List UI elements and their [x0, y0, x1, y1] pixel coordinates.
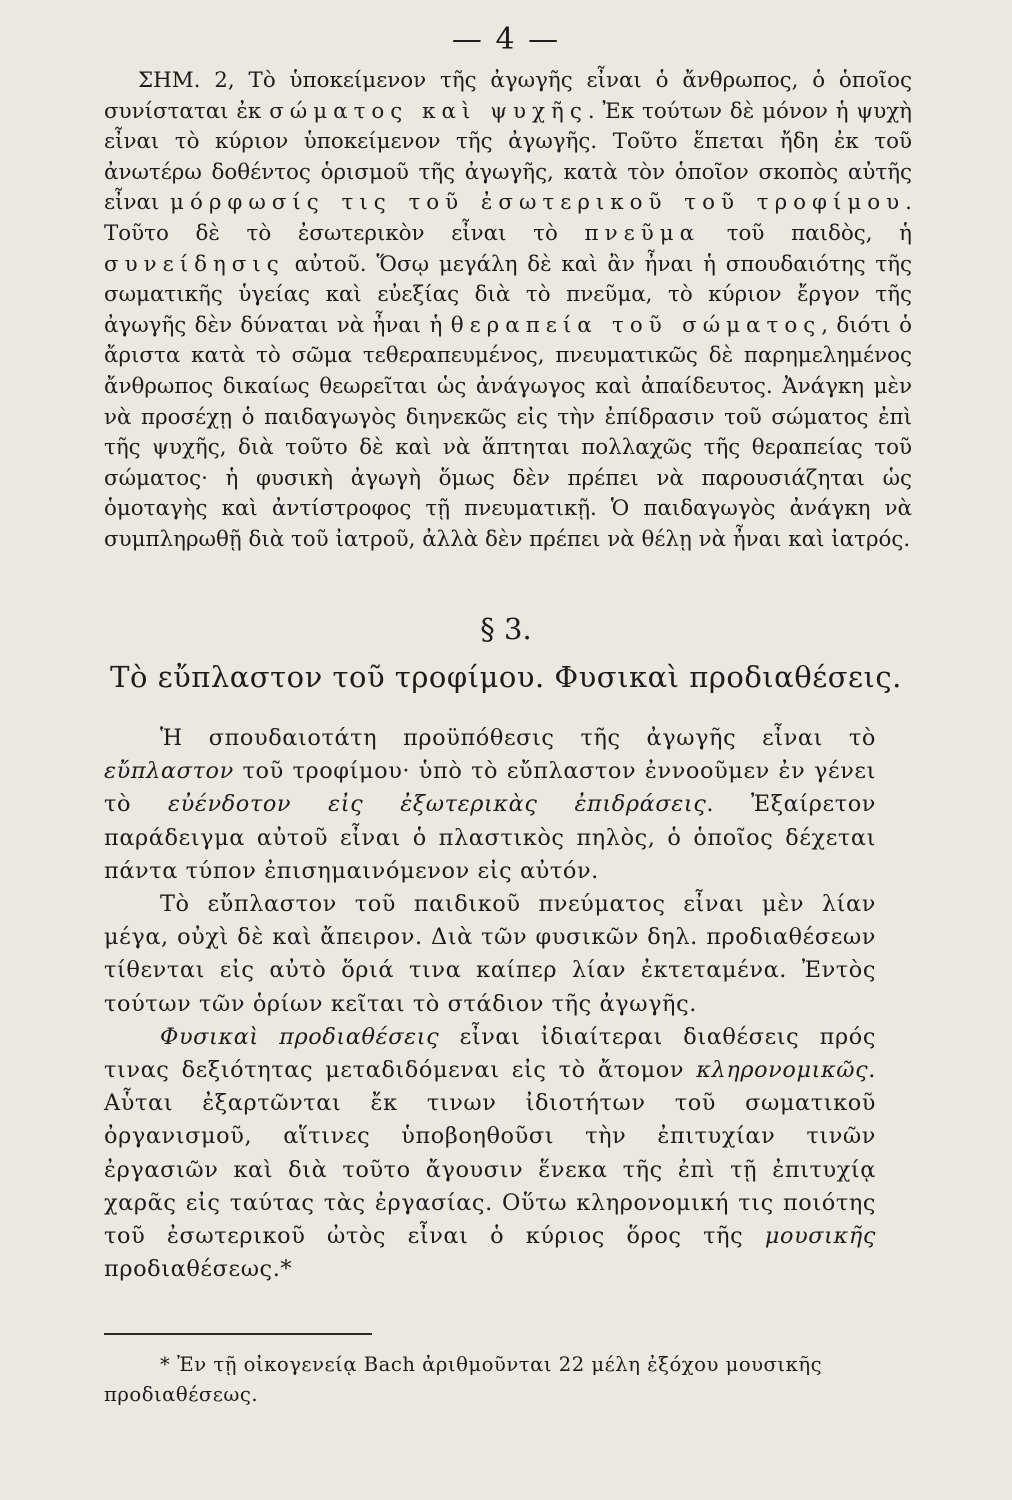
section-number: § 3.: [480, 612, 532, 646]
note-spaced-text: συνείδησις: [104, 251, 285, 277]
note-text: . Ἐκ τούτων δὲ μόνον ἡ ψυχὴ εἶναι τὸ κύριον ὑποκείμενον τῆς ἀγωγῆς. Τοῦτο ἕπεται ἤδη ἐκ τοῦ ἀνωτέρω δοθέντος ὁρισμοῦ τῆς ἀγωγῆς, κατὰ τὸν ὁποῖον σκοπὸς αὐτῆς εἶναι: [104, 98, 912, 216]
body-text: [104, 722, 876, 1286]
footnote-text: * Ἐν τῇ οἰκογενείᾳ Bach ἀριθμοῦνται 22 μέλη ἐξόχου μουσικῆς προδιαθέσεως.: [104, 1353, 823, 1406]
footnote-rule: [104, 1333, 372, 1335]
note-spaced-text: σώματος καὶ ψυχῆς: [269, 98, 588, 124]
paragraph-text: εἶναι ἰδιαίτεραι διαθέσεις πρός τινας δεξιότητας μεταδιδόμεναι εἰς τὸ ἄτομον: [104, 1023, 876, 1084]
note-spaced-text: θεραπεία τοῦ σώματος: [450, 312, 822, 338]
paragraph: Τὸ εὔπλαστον τοῦ παιδικοῦ πνεύματος εἶναι μὲν λίαν μέγα, οὐχὶ δὲ καὶ ἄπειρον. Διὰ τῶν φυσικῶν δηλ. προδιαθέσεων τίθενται εἰς αὐτὸ ὅριά τινα καίπερ λίαν ἐκτεταμένα. Ἐντὸς τούτων τῶν ὁρίων κεῖται τὸ στάδιον τῆς ἀγωγῆς.: [104, 891, 876, 1017]
note-text: αὐτοῦ. Ὅσῳ μεγάλη δὲ καὶ ἂν ἦναι ἡ σπουδαιότης τῆς σωματικῆς ὑγείας καὶ εὐεξίας διὰ τὸ πνεῦμα, τὸ κύριον ἔργον τῆς ἀγωγῆς δὲν δύναται νὰ ἦναι ἡ: [104, 251, 912, 338]
footnote: [104, 1350, 876, 1410]
paragraph-text: . Αὗται ἐξαρτῶνται ἔκ τινων ἰδιοτήτων τοῦ σωματικοῦ ὀργανισμοῦ, αἵτινες ὑποβοηθοῦσι τὴν ἐπιτυχίαν τινῶν ἐργασιῶν καὶ διὰ τοῦτο ἄγουσιν ἕνεκα τῆς ἐπὶ τῇ ἐπιτυχίᾳ χαρᾶς εἰς ταύτας τὰς ἐργασίας. Οὕτω κληρονομική τις ποιότης τοῦ ἐσωτερικοῦ ὠτὸς εἶναι ὁ κύριος ὅρος τῆς: [104, 1057, 877, 1250]
italic-term: εὔπλαστον: [104, 758, 234, 785]
note-spaced-text: μόρφωσίς τις τοῦ ἐσωτερικοῦ τοῦ τροφίμου: [170, 190, 906, 216]
italic-term: Φυσικαὶ προδιαθέσεις: [160, 1023, 440, 1050]
paragraph-text: προδιαθέσεως.*: [104, 1256, 293, 1283]
note-spaced-text: πνεῦμα: [584, 220, 701, 246]
paragraph-text: τοῦ τροφίμου· ὑπὸ τὸ εὔπλαστον ἐννοοῦμεν ἐν γένει τὸ: [104, 758, 877, 818]
paragraph-text: . Ἐξαίρετον παράδειγμα αὐτοῦ εἶναι ὁ πλαστικὸς πηλὸς, ὁ ὁποῖος δέχεται πάντα τύπον ἐπισημαινόμενον εἰς αὐτόν.: [104, 791, 876, 884]
paragraph: [104, 1021, 876, 1287]
note-text: Τὸ ὑποκείμενον τῆς ἀγωγῆς εἶναι ὁ ἄνθρωπος, ὁ ὁποῖος συνίσταται ἐκ: [104, 68, 912, 124]
section-title: Τὸ εὔπλαστον τοῦ τροφίμου. Φυσικαὶ προδιαθέσεις.: [110, 660, 902, 694]
note-text: τοῦ παιδὸς, ἡ: [726, 220, 912, 246]
note-label: ΣΗΜ. 2,: [138, 68, 235, 93]
italic-term: κληρονομικῶς: [696, 1057, 869, 1084]
note-text: . Τοῦτο δὲ τὸ ἐσωτερικὸν εἶναι τὸ: [104, 190, 912, 246]
paragraph: [104, 722, 876, 888]
paragraph-text: Ἡ σπουδαιοτάτη προϋπόθεσις τῆς ἀγωγῆς εἶναι τὸ: [160, 725, 876, 751]
page-number: — 4 —: [451, 22, 561, 57]
note-paragraph: [104, 66, 912, 556]
note-text: , διότι ὁ ἄριστα κατὰ τὸ σῶμα τεθεραπευμένος, πνευματικῶς δὲ παρημελημένος ἄνθρωπος δικαίως θεωρεῖται ὡς ἀνάγωγος καὶ ἀπαίδευτος. Ἀνάγκη μὲν νὰ προσέχῃ ὁ παιδαγωγὸς διηνεκῶς εἰς τὴν ἐπίδρασιν τοῦ σώματος ἐπὶ τῆς ψυχῆς, διὰ τοῦτο δὲ καὶ νὰ ἅπτηται πολλαχῶς τῆς θεραπείας τοῦ σώματος· ἡ φυσικὴ ἀγωγὴ ὅμως δὲν πρέπει νὰ παρουσιάζηται ὡς ὁμοταγὴς καὶ ἀντίστροφος τῇ πνευματικῇ. Ὁ παιδαγωγὸς ἀνάγκη νὰ συμπληρωθῇ διὰ τοῦ ἰατροῦ, ἀλλὰ δὲν πρέπει νὰ θέλῃ νὰ ἦναι καὶ ἰατρός.: [104, 312, 912, 552]
italic-term: μουσικῆς: [764, 1223, 876, 1250]
italic-term: εὐένδοτον εἰς ἐξωτερικὰς ἐπιδράσεις: [168, 791, 707, 818]
note-block: [104, 66, 912, 556]
